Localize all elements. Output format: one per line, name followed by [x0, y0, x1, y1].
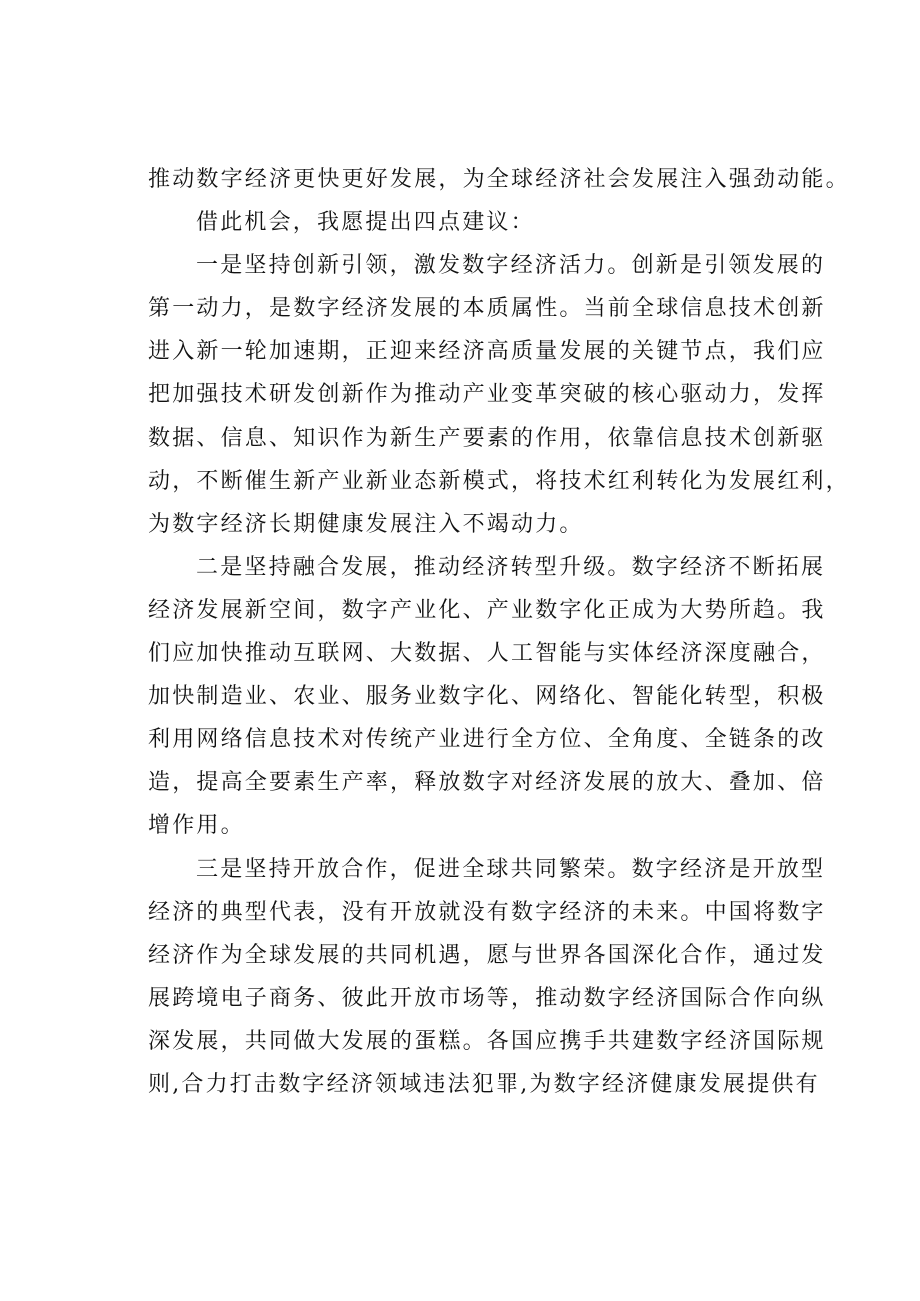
text-line: 数据、信息、知识作为新生产要素的作用，依靠信息技术创新驱: [148, 425, 826, 451]
document-body: [148, 158, 850, 1106]
text-line: 加快制造业、农业、服务业数字化、网络化、智能化转型，积极: [148, 684, 826, 710]
text-line: 经济作为全球发展的共同机遇，愿与世界各国深化合作，通过发: [148, 942, 826, 968]
text-line: 把加强技术研发创新作为推动产业变革突破的核心驱动力，发挥: [148, 382, 826, 408]
text-line: 利用网络信息技术对传统产业进行全方位、全角度、全链条的改: [148, 727, 826, 753]
text-line: 推动数字经济更快更好发展，为全球经济社会发展注入强劲动能。: [148, 167, 850, 192]
text-line: 经济发展新空间，数字产业化、产业数字化正成为大势所趋。我: [148, 597, 826, 623]
text-line: 二是坚持融合发展，推动经济转型升级。数字经济不断拓展: [196, 554, 826, 580]
text-line: 深发展，共同做大发展的蛋糕。各国应携手共建数字经济国际规: [148, 1028, 826, 1054]
text-line: 展跨境电子商务、彼此开放市场等，推动数字经济国际合作向纵: [148, 985, 826, 1011]
text-line: 借此机会，我愿提出四点建议：: [196, 210, 535, 236]
text-line: 动，不断催生新产业新业态新模式，将技术红利转化为发展红利，: [148, 468, 850, 494]
text-line: 造，提高全要素生产率，释放数字对经济发展的放大、叠加、倍: [148, 770, 826, 796]
text-line: 三是坚持开放合作，促进全球共同繁荣。数字经济是开放型: [196, 856, 826, 882]
text-line: 第一动力，是数字经济发展的本质属性。当前全球信息技术创新: [148, 296, 826, 322]
text-line: 进入新一轮加速期，正迎来经济高质量发展的关键节点，我们应: [148, 339, 826, 365]
text-line: 则,合力打击数字经济领域违法犯罪,为数字经济健康发展提供有: [148, 1071, 820, 1097]
text-line: 经济的典型代表，没有开放就没有数字经济的未来。中国将数字: [148, 899, 826, 925]
text-line: 们应加快推动互联网、大数据、人工智能与实体经济深度融合，: [148, 641, 826, 667]
text-line: 增作用。: [148, 813, 245, 839]
text-line: 为数字经济长期健康发展注入不竭动力。: [148, 511, 584, 537]
text-line: 一是坚持创新引领，激发数字经济活力。创新是引领发展的: [196, 253, 826, 279]
